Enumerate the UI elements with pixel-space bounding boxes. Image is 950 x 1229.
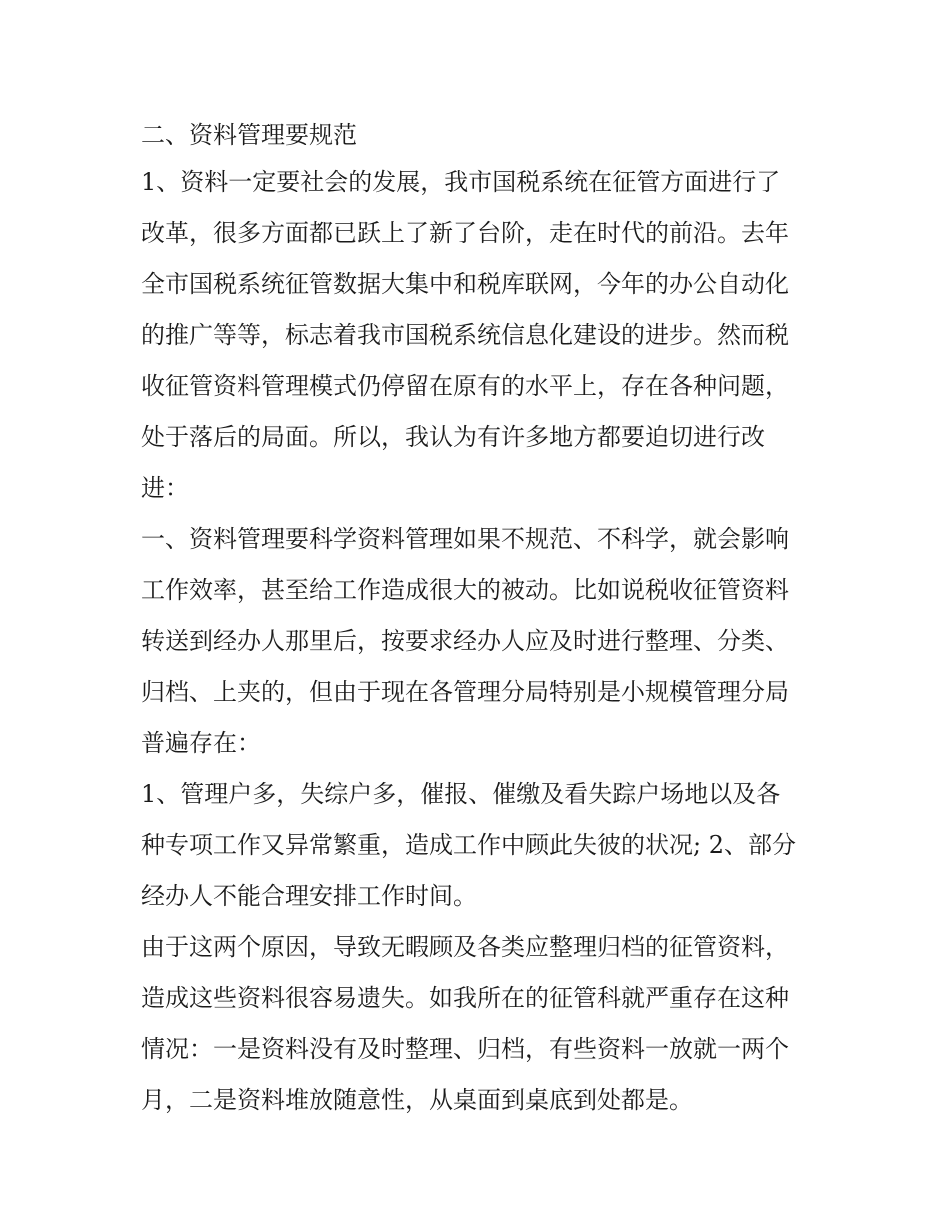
paragraph-line: 的推广等等，标志着我市国税系统信息化建设的进步。然而税 — [141, 321, 789, 349]
paragraph-line: 1、资料一定要社会的发展，我市国税系统在征管方面进行了 — [141, 168, 781, 196]
paragraph-line: 进： — [141, 474, 189, 502]
paragraph-line: 归档、上夹的，但由于现在各管理分局特别是小规模管理分局 — [141, 678, 789, 706]
paragraph-line: 转送到经办人那里后，按要求经办人应及时进行整理、分类、 — [141, 627, 789, 655]
paragraph-line: 普遍存在： — [141, 729, 261, 757]
paragraph-line: 造成这些资料很容易遗失。如我所在的征管科就严重存在这种 — [141, 984, 789, 1012]
paragraph-line: 月，二是资料堆放随意性，从桌面到桌底到处都是。 — [141, 1086, 693, 1114]
paragraph-line: 处于落后的局面。所以，我认为有许多地方都要迫切进行改 — [141, 423, 765, 451]
section-heading: 二、资料管理要规范 — [141, 121, 357, 149]
paragraph-line: 由于这两个原因，导致无暇顾及各类应整理归档的征管资料， — [141, 933, 789, 961]
paragraph-line: 工作效率，甚至给工作造成很大的被动。比如说税收征管资料 — [141, 576, 789, 604]
paragraph-line: 1、管理户多，失综户多，催报、催缴及看失踪户场地以及各 — [141, 780, 781, 808]
paragraph-line: 收征管资料管理模式仍停留在原有的水平上，存在各种问题， — [141, 372, 789, 400]
paragraph-line: 全市国税系统征管数据大集中和税库联网，今年的办公自动化 — [141, 270, 789, 298]
paragraph-line: 情况：一是资料没有及时整理、归档，有些资料一放就一两个 — [141, 1035, 789, 1063]
paragraph-line: 改革，很多方面都已跃上了新了台阶，走在时代的前沿。去年 — [141, 219, 789, 247]
paragraph-line: 一、资料管理要科学资料管理如果不规范、不科学，就会影响 — [141, 525, 789, 553]
document-body — [141, 110, 821, 1126]
paragraph-line: 经办人不能合理安排工作时间。 — [141, 882, 477, 910]
paragraph-line: 种专项工作又异常繁重，造成工作中顾此失彼的状况; 2、部分 — [141, 831, 796, 859]
